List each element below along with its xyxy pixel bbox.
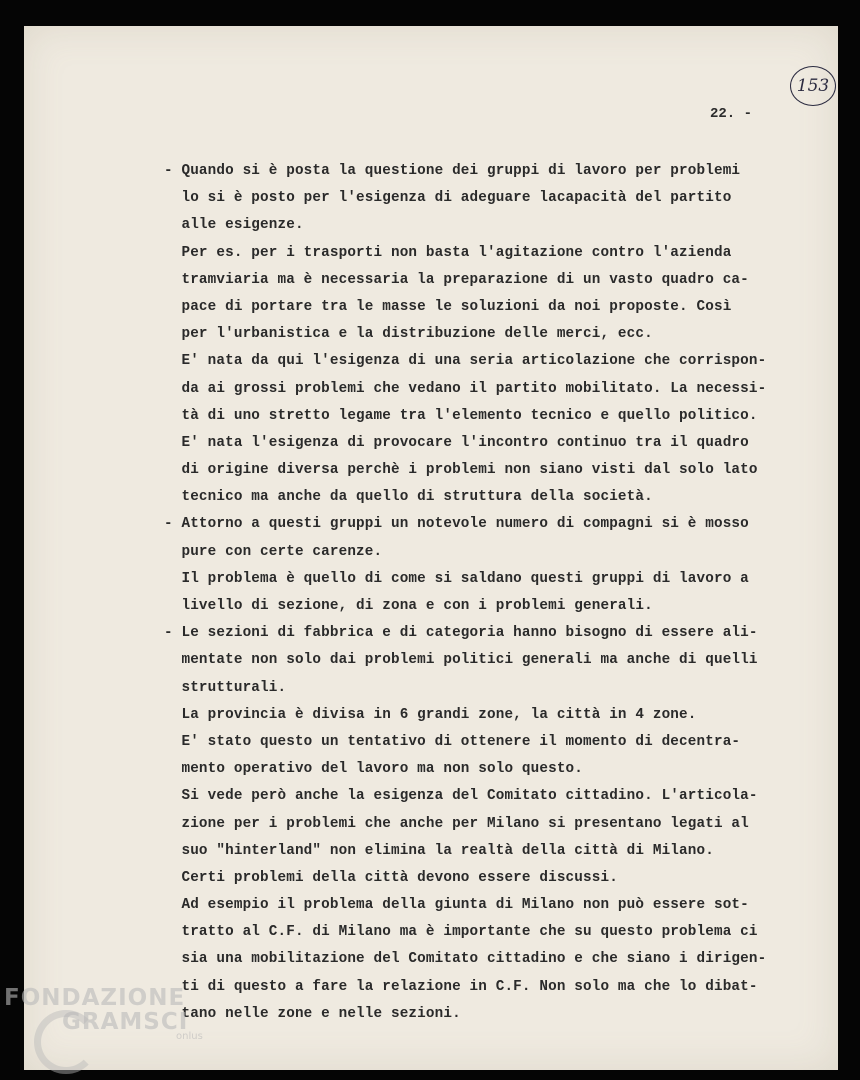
text-line: - Quando si è posta la questione dei gruppi di lavoro per problemi — [164, 163, 741, 179]
typewritten-text — [164, 158, 844, 1028]
watermark-line1: FONDAZIONE — [4, 985, 186, 1011]
text-line: tà di uno stretto legame tra l'elemento tecnico e quello politico. — [164, 407, 758, 424]
text-line: alle esigenze. — [164, 217, 304, 234]
text-line: pace di portare tra le masse le soluzioni da noi proposte. Così — [164, 298, 732, 315]
text-line: La provincia è divisa in 6 grandi zone, la città in 4 zone. — [164, 706, 697, 723]
text-line: di origine diversa perchè i problemi non siano visti dal solo lato — [164, 462, 758, 479]
text-line: ti di questo a fare la relazione in C.F. Non solo ma che lo dibat- — [164, 978, 758, 995]
text-line: Per es. per i trasporti non basta l'agitazione contro l'azienda — [164, 244, 732, 261]
text-line: suo "hinterland" non elimina la realtà della città di Milano. — [164, 842, 714, 859]
text-line: Si vede però anche la esigenza del Comitato cittadino. L'articola- — [164, 788, 758, 805]
text-line: da ai grossi problemi che vedano il partito mobilitato. La necessi- — [164, 380, 767, 397]
watermark — [4, 985, 203, 1042]
text-line: Ad esempio il problema della giunta di Milano non può essere sot- — [164, 897, 749, 914]
document-page — [24, 26, 838, 1070]
watermark-line2: GRAMSCI — [62, 1009, 189, 1035]
text-line: - Le sezioni di fabbrica e di categoria hanno bisogno di essere ali- — [164, 625, 758, 642]
text-line: Il problema è quello di come si saldano questi gruppi di lavoro a — [164, 570, 749, 587]
text-line: sia una mobilitazione del Comitato cittadino e che siano i dirigen- — [164, 951, 767, 968]
text-line: tramviaria ma è necessaria la preparazione di un vasto quadro ca- — [164, 271, 749, 288]
text-line: mento operativo del lavoro ma non solo questo. — [164, 761, 584, 778]
text-line: livello di sezione, di zona e con i problemi generali. — [164, 598, 653, 614]
text-line: lo si è posto per l'esigenza di adeguare lacapacità del partito — [164, 190, 732, 207]
text-line: tratto al C.F. di Milano ma è importante che su questo problema ci — [164, 924, 758, 941]
text-line: tano nelle zone e nelle sezioni. — [164, 1005, 461, 1022]
text-line: per l'urbanistica e la distribuzione delle merci, ecc. — [164, 326, 653, 343]
watermark-line3: onlus — [176, 1031, 203, 1042]
text-line: mentate non solo dai problemi politici generali ma anche di quelli — [164, 652, 758, 669]
text-line: zione per i problemi che anche per Milano si presentano legati al — [164, 815, 749, 832]
archive-number-stamp: 153 — [790, 66, 836, 106]
text-line: - Attorno a questi gruppi un notevole numero di compagni si è mosso — [164, 516, 749, 533]
text-line: Certi problemi della città devono essere discussi. — [164, 869, 618, 886]
text-line: E' stato questo un tentativo di ottenere il momento di decentra- — [164, 733, 741, 750]
text-line: strutturali. — [164, 679, 287, 696]
text-line: pure con certe carenze. — [164, 543, 383, 560]
text-line: E' nata da qui l'esigenza di una seria articolazione che corrispon- — [164, 353, 767, 370]
text-line: tecnico ma anche da quello di struttura della società. — [164, 489, 653, 506]
page-number: 22. - — [710, 106, 753, 122]
text-line: E' nata l'esigenza di provocare l'incontro continuo tra il quadro — [164, 434, 749, 451]
